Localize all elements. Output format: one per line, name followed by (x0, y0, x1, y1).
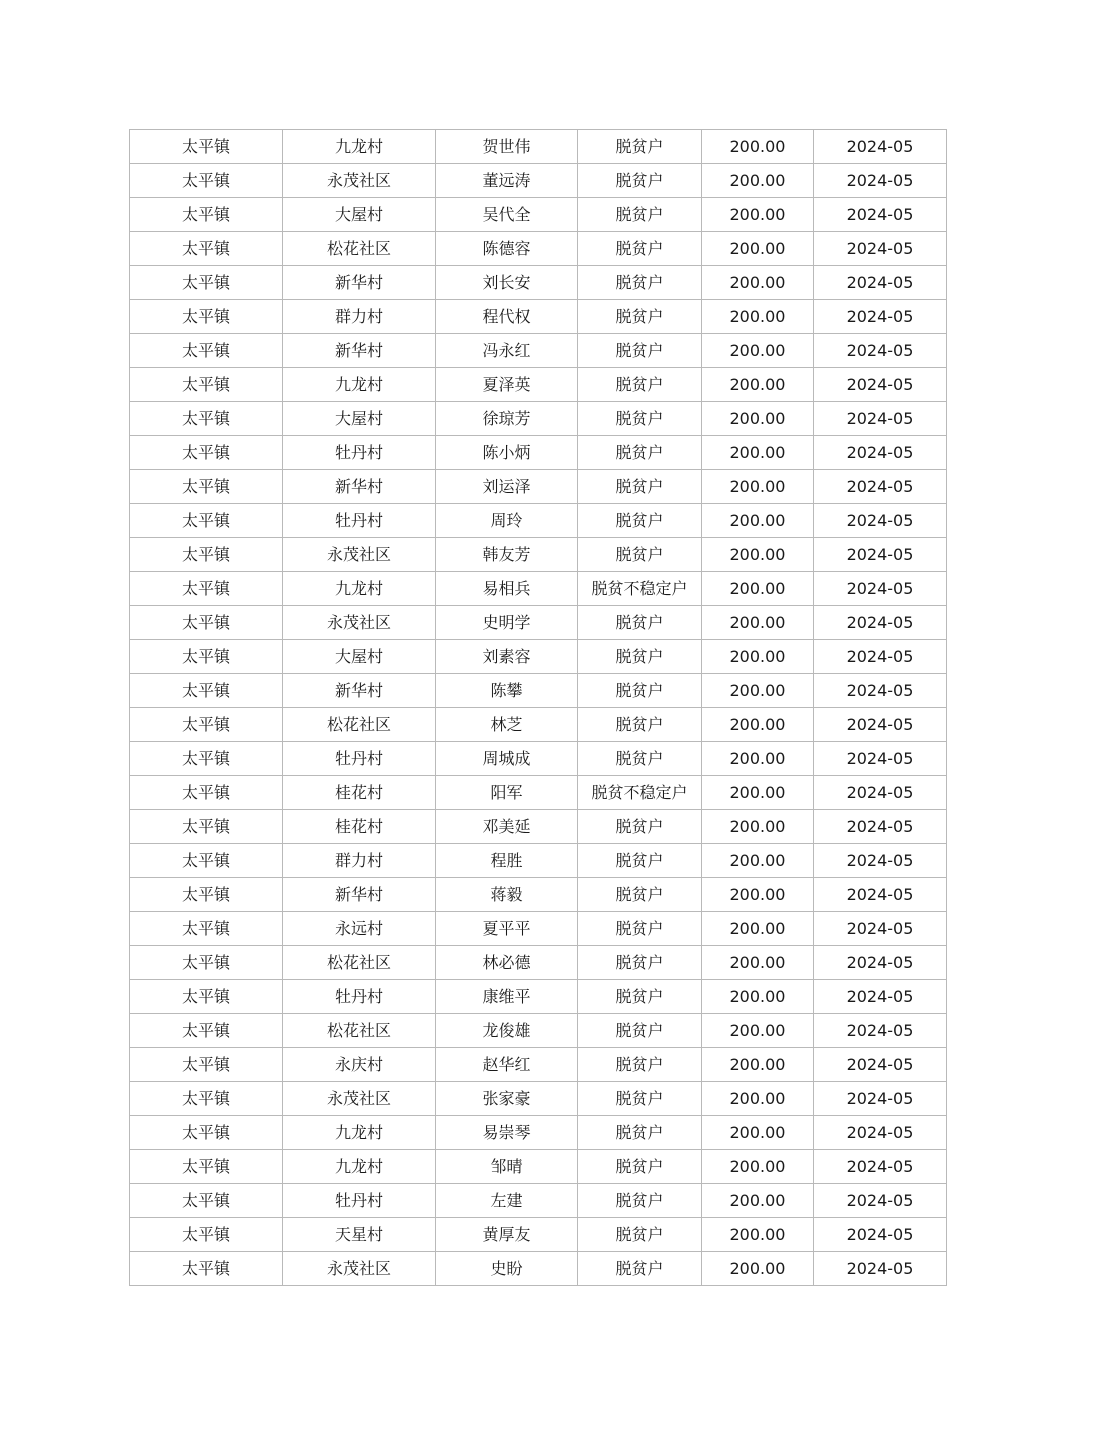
amount-cell: 200.00 (702, 810, 814, 844)
household-type-cell: 脱贫户 (578, 1048, 702, 1082)
month-cell: 2024-05 (814, 844, 947, 878)
name-cell: 徐琼芳 (436, 402, 578, 436)
household-type-cell: 脱贫户 (578, 130, 702, 164)
table-row (130, 1252, 947, 1286)
household-type-cell: 脱贫户 (578, 266, 702, 300)
table-row (130, 980, 947, 1014)
table-row (130, 844, 947, 878)
town-cell: 太平镇 (130, 1150, 283, 1184)
month-cell: 2024-05 (814, 810, 947, 844)
month-cell: 2024-05 (814, 1218, 947, 1252)
amount-cell: 200.00 (702, 1116, 814, 1150)
name-cell: 周城成 (436, 742, 578, 776)
town-cell: 太平镇 (130, 1116, 283, 1150)
amount-cell: 200.00 (702, 606, 814, 640)
amount-cell: 200.00 (702, 504, 814, 538)
household-type-cell: 脱贫户 (578, 164, 702, 198)
name-cell: 程代权 (436, 300, 578, 334)
table-row (130, 572, 947, 606)
household-type-cell: 脱贫户 (578, 232, 702, 266)
table-row (130, 1048, 947, 1082)
month-cell: 2024-05 (814, 232, 947, 266)
month-cell: 2024-05 (814, 368, 947, 402)
household-type-cell: 脱贫户 (578, 1150, 702, 1184)
village-cell: 松花社区 (283, 1014, 436, 1048)
town-cell: 太平镇 (130, 504, 283, 538)
month-cell: 2024-05 (814, 1082, 947, 1116)
data-table (129, 129, 947, 1286)
town-cell: 太平镇 (130, 470, 283, 504)
name-cell: 张家豪 (436, 1082, 578, 1116)
name-cell: 邹晴 (436, 1150, 578, 1184)
amount-cell: 200.00 (702, 708, 814, 742)
village-cell: 永茂社区 (283, 606, 436, 640)
amount-cell: 200.00 (702, 912, 814, 946)
amount-cell: 200.00 (702, 980, 814, 1014)
amount-cell: 200.00 (702, 1218, 814, 1252)
household-type-cell: 脱贫户 (578, 742, 702, 776)
town-cell: 太平镇 (130, 1082, 283, 1116)
town-cell: 太平镇 (130, 266, 283, 300)
month-cell: 2024-05 (814, 266, 947, 300)
village-cell: 九龙村 (283, 572, 436, 606)
town-cell: 太平镇 (130, 436, 283, 470)
village-cell: 牡丹村 (283, 504, 436, 538)
amount-cell: 200.00 (702, 538, 814, 572)
village-cell: 桂花村 (283, 776, 436, 810)
amount-cell: 200.00 (702, 844, 814, 878)
household-type-cell: 脱贫户 (578, 1252, 702, 1286)
town-cell: 太平镇 (130, 334, 283, 368)
table-row (130, 640, 947, 674)
table-row (130, 198, 947, 232)
name-cell: 冯永红 (436, 334, 578, 368)
name-cell: 黄厚友 (436, 1218, 578, 1252)
village-cell: 九龙村 (283, 368, 436, 402)
village-cell: 松花社区 (283, 708, 436, 742)
household-type-cell: 脱贫户 (578, 946, 702, 980)
village-cell: 永茂社区 (283, 164, 436, 198)
name-cell: 陈攀 (436, 674, 578, 708)
table-row (130, 334, 947, 368)
household-type-cell: 脱贫户 (578, 538, 702, 572)
household-type-cell: 脱贫户 (578, 1082, 702, 1116)
name-cell: 程胜 (436, 844, 578, 878)
village-cell: 牡丹村 (283, 436, 436, 470)
household-type-cell: 脱贫户 (578, 402, 702, 436)
name-cell: 赵华红 (436, 1048, 578, 1082)
village-cell: 九龙村 (283, 1150, 436, 1184)
table-row (130, 232, 947, 266)
month-cell: 2024-05 (814, 912, 947, 946)
name-cell: 夏泽英 (436, 368, 578, 402)
table-body (130, 130, 947, 1286)
name-cell: 刘运泽 (436, 470, 578, 504)
town-cell: 太平镇 (130, 912, 283, 946)
household-type-cell: 脱贫户 (578, 912, 702, 946)
village-cell: 九龙村 (283, 130, 436, 164)
amount-cell: 200.00 (702, 266, 814, 300)
amount-cell: 200.00 (702, 1048, 814, 1082)
month-cell: 2024-05 (814, 300, 947, 334)
name-cell: 韩友芳 (436, 538, 578, 572)
village-cell: 永庆村 (283, 1048, 436, 1082)
town-cell: 太平镇 (130, 300, 283, 334)
town-cell: 太平镇 (130, 130, 283, 164)
town-cell: 太平镇 (130, 776, 283, 810)
table-row (130, 776, 947, 810)
amount-cell: 200.00 (702, 776, 814, 810)
village-cell: 新华村 (283, 878, 436, 912)
village-cell: 九龙村 (283, 1116, 436, 1150)
table-row (130, 504, 947, 538)
table-row (130, 742, 947, 776)
name-cell: 阳军 (436, 776, 578, 810)
name-cell: 夏平平 (436, 912, 578, 946)
amount-cell: 200.00 (702, 1082, 814, 1116)
household-type-cell: 脱贫户 (578, 198, 702, 232)
village-cell: 桂花村 (283, 810, 436, 844)
name-cell: 陈德容 (436, 232, 578, 266)
table-row (130, 470, 947, 504)
amount-cell: 200.00 (702, 402, 814, 436)
table-row (130, 674, 947, 708)
amount-cell: 200.00 (702, 674, 814, 708)
town-cell: 太平镇 (130, 572, 283, 606)
household-type-cell: 脱贫户 (578, 640, 702, 674)
month-cell: 2024-05 (814, 878, 947, 912)
village-cell: 永茂社区 (283, 538, 436, 572)
amount-cell: 200.00 (702, 742, 814, 776)
town-cell: 太平镇 (130, 1014, 283, 1048)
household-type-cell: 脱贫户 (578, 1184, 702, 1218)
village-cell: 新华村 (283, 470, 436, 504)
amount-cell: 200.00 (702, 232, 814, 266)
household-type-cell: 脱贫户 (578, 504, 702, 538)
amount-cell: 200.00 (702, 470, 814, 504)
household-type-cell: 脱贫不稳定户 (578, 572, 702, 606)
month-cell: 2024-05 (814, 130, 947, 164)
town-cell: 太平镇 (130, 810, 283, 844)
town-cell: 太平镇 (130, 674, 283, 708)
table-row (130, 164, 947, 198)
household-type-cell: 脱贫户 (578, 708, 702, 742)
village-cell: 群力村 (283, 300, 436, 334)
household-type-cell: 脱贫不稳定户 (578, 776, 702, 810)
amount-cell: 200.00 (702, 164, 814, 198)
month-cell: 2024-05 (814, 538, 947, 572)
table-row (130, 266, 947, 300)
table-row (130, 538, 947, 572)
month-cell: 2024-05 (814, 572, 947, 606)
table-row (130, 810, 947, 844)
amount-cell: 200.00 (702, 436, 814, 470)
name-cell: 蒋毅 (436, 878, 578, 912)
amount-cell: 200.00 (702, 130, 814, 164)
village-cell: 松花社区 (283, 232, 436, 266)
month-cell: 2024-05 (814, 470, 947, 504)
village-cell: 牡丹村 (283, 742, 436, 776)
table-row (130, 912, 947, 946)
town-cell: 太平镇 (130, 640, 283, 674)
household-type-cell: 脱贫户 (578, 1116, 702, 1150)
month-cell: 2024-05 (814, 1116, 947, 1150)
household-type-cell: 脱贫户 (578, 1014, 702, 1048)
household-type-cell: 脱贫户 (578, 606, 702, 640)
name-cell: 邓美延 (436, 810, 578, 844)
name-cell: 康维平 (436, 980, 578, 1014)
village-cell: 新华村 (283, 266, 436, 300)
town-cell: 太平镇 (130, 368, 283, 402)
table-row (130, 708, 947, 742)
name-cell: 左建 (436, 1184, 578, 1218)
month-cell: 2024-05 (814, 674, 947, 708)
village-cell: 新华村 (283, 334, 436, 368)
month-cell: 2024-05 (814, 742, 947, 776)
household-type-cell: 脱贫户 (578, 674, 702, 708)
town-cell: 太平镇 (130, 742, 283, 776)
name-cell: 林芝 (436, 708, 578, 742)
town-cell: 太平镇 (130, 164, 283, 198)
town-cell: 太平镇 (130, 1048, 283, 1082)
household-type-cell: 脱贫户 (578, 810, 702, 844)
village-cell: 大屋村 (283, 402, 436, 436)
town-cell: 太平镇 (130, 232, 283, 266)
month-cell: 2024-05 (814, 1150, 947, 1184)
table-row (130, 1014, 947, 1048)
month-cell: 2024-05 (814, 708, 947, 742)
month-cell: 2024-05 (814, 980, 947, 1014)
household-type-cell: 脱贫户 (578, 368, 702, 402)
month-cell: 2024-05 (814, 1252, 947, 1286)
table-row (130, 878, 947, 912)
table-row (130, 300, 947, 334)
table-row (130, 1116, 947, 1150)
amount-cell: 200.00 (702, 1014, 814, 1048)
table-row (130, 946, 947, 980)
amount-cell: 200.00 (702, 946, 814, 980)
town-cell: 太平镇 (130, 878, 283, 912)
village-cell: 牡丹村 (283, 1184, 436, 1218)
household-type-cell: 脱贫户 (578, 436, 702, 470)
village-cell: 群力村 (283, 844, 436, 878)
name-cell: 易崇琴 (436, 1116, 578, 1150)
table-row (130, 1150, 947, 1184)
household-type-cell: 脱贫户 (578, 878, 702, 912)
amount-cell: 200.00 (702, 368, 814, 402)
month-cell: 2024-05 (814, 436, 947, 470)
table-row (130, 130, 947, 164)
month-cell: 2024-05 (814, 504, 947, 538)
household-type-cell: 脱贫户 (578, 980, 702, 1014)
village-cell: 天星村 (283, 1218, 436, 1252)
amount-cell: 200.00 (702, 300, 814, 334)
table-row (130, 1184, 947, 1218)
village-cell: 松花社区 (283, 946, 436, 980)
household-type-cell: 脱贫户 (578, 470, 702, 504)
village-cell: 大屋村 (283, 640, 436, 674)
name-cell: 周玲 (436, 504, 578, 538)
town-cell: 太平镇 (130, 946, 283, 980)
town-cell: 太平镇 (130, 198, 283, 232)
town-cell: 太平镇 (130, 708, 283, 742)
month-cell: 2024-05 (814, 946, 947, 980)
amount-cell: 200.00 (702, 572, 814, 606)
name-cell: 史盼 (436, 1252, 578, 1286)
amount-cell: 200.00 (702, 1184, 814, 1218)
table-row (130, 402, 947, 436)
town-cell: 太平镇 (130, 980, 283, 1014)
name-cell: 龙俊雄 (436, 1014, 578, 1048)
month-cell: 2024-05 (814, 1184, 947, 1218)
name-cell: 史明学 (436, 606, 578, 640)
name-cell: 林必德 (436, 946, 578, 980)
month-cell: 2024-05 (814, 1014, 947, 1048)
town-cell: 太平镇 (130, 538, 283, 572)
month-cell: 2024-05 (814, 402, 947, 436)
village-cell: 永茂社区 (283, 1082, 436, 1116)
town-cell: 太平镇 (130, 1252, 283, 1286)
month-cell: 2024-05 (814, 1048, 947, 1082)
month-cell: 2024-05 (814, 640, 947, 674)
household-type-cell: 脱贫户 (578, 844, 702, 878)
town-cell: 太平镇 (130, 1184, 283, 1218)
village-cell: 大屋村 (283, 198, 436, 232)
household-type-cell: 脱贫户 (578, 1218, 702, 1252)
amount-cell: 200.00 (702, 640, 814, 674)
village-cell: 新华村 (283, 674, 436, 708)
month-cell: 2024-05 (814, 606, 947, 640)
month-cell: 2024-05 (814, 334, 947, 368)
name-cell: 贺世伟 (436, 130, 578, 164)
month-cell: 2024-05 (814, 198, 947, 232)
household-type-cell: 脱贫户 (578, 300, 702, 334)
table-row (130, 606, 947, 640)
table-row (130, 1082, 947, 1116)
table-row (130, 1218, 947, 1252)
name-cell: 易相兵 (436, 572, 578, 606)
town-cell: 太平镇 (130, 402, 283, 436)
amount-cell: 200.00 (702, 1252, 814, 1286)
amount-cell: 200.00 (702, 1150, 814, 1184)
table-row (130, 368, 947, 402)
name-cell: 刘素容 (436, 640, 578, 674)
town-cell: 太平镇 (130, 606, 283, 640)
amount-cell: 200.00 (702, 334, 814, 368)
town-cell: 太平镇 (130, 1218, 283, 1252)
month-cell: 2024-05 (814, 164, 947, 198)
name-cell: 陈小炳 (436, 436, 578, 470)
name-cell: 刘长安 (436, 266, 578, 300)
household-type-cell: 脱贫户 (578, 334, 702, 368)
amount-cell: 200.00 (702, 198, 814, 232)
name-cell: 董远涛 (436, 164, 578, 198)
town-cell: 太平镇 (130, 844, 283, 878)
village-cell: 永茂社区 (283, 1252, 436, 1286)
month-cell: 2024-05 (814, 776, 947, 810)
village-cell: 永远村 (283, 912, 436, 946)
village-cell: 牡丹村 (283, 980, 436, 1014)
table-row (130, 436, 947, 470)
name-cell: 吴代全 (436, 198, 578, 232)
amount-cell: 200.00 (702, 878, 814, 912)
